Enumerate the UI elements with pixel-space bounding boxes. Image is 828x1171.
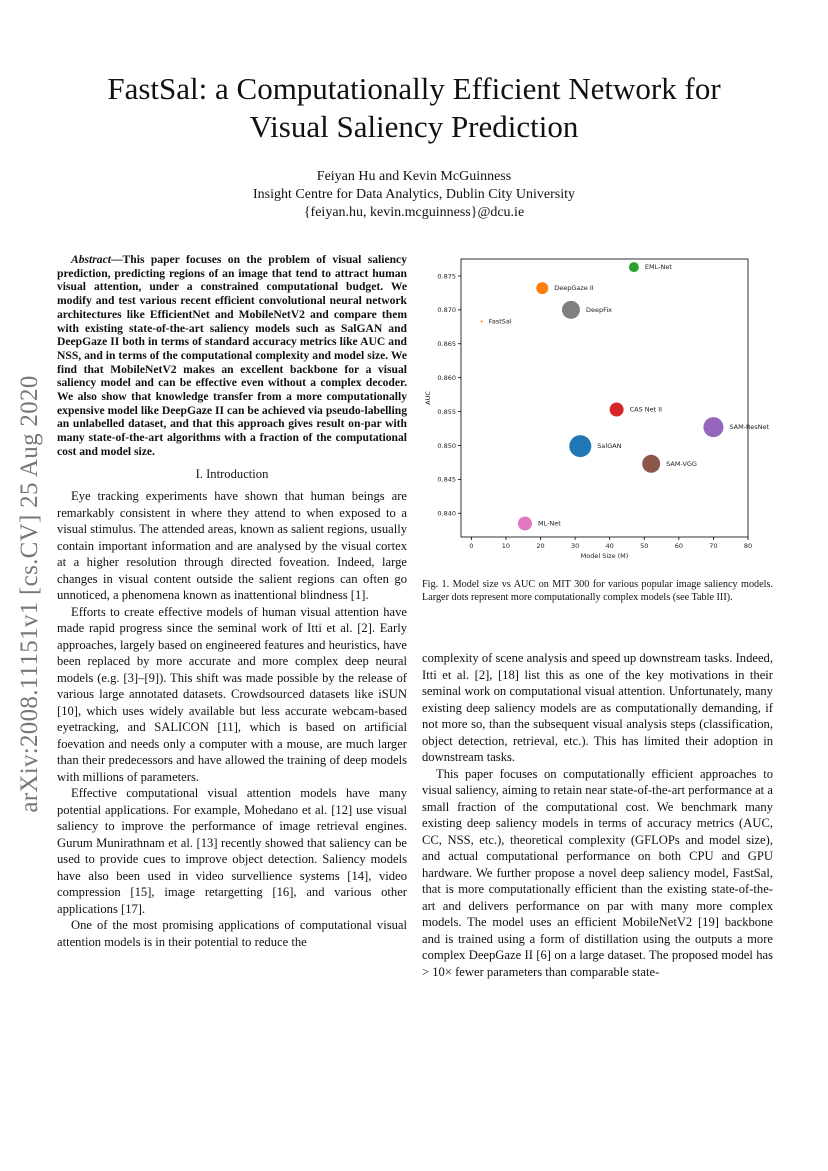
affiliation: Insight Centre for Data Analytics, Dublin City University: [253, 187, 575, 202]
abstract-lead: Abstract: [71, 253, 111, 266]
paragraph: Effective computational visual attention models have many potential applications. For example, Mohedano et al. [12] use visual saliency to improve the performance of image retrieval engines. Gurum Munirathnam et al. [13] recently showed that saliency can be used to provide cues to improve object detection. Saliency models have also been used in video survellience systems [14], video compression [15], image retargetting [16], and various other applications [17].: [57, 786, 407, 916]
data-point: [569, 435, 591, 457]
point-label: DeepFix: [585, 305, 613, 314]
title-line-1: FastSal: a Computationally Efficient Network for: [107, 71, 721, 106]
point-label: EML-Net: [644, 263, 672, 272]
right-column: [422, 650, 773, 980]
y-tick-label: 0.855: [437, 407, 456, 416]
paper-title: [40, 70, 788, 146]
y-tick-label: 0.845: [437, 475, 456, 484]
title-line-2: Visual Saliency Prediction: [249, 109, 579, 144]
author-names: Feiyan Hu and Kevin McGuinness: [316, 169, 512, 184]
paragraph: One of the most promising applications of computational visual attention models is in their potential to reduce the: [57, 918, 407, 949]
point-label: SAM-VGG: [666, 459, 697, 468]
x-tick-label: 80: [743, 542, 753, 550]
paragraph: This paper focuses on computationally efficient approaches to visual saliency, aiming to retain near state-of-the-art performance at a small fraction of the computational cost. We benchmark many existing deep saliency models in terms of accuracy metrics (AUC, CC, NSS, etc.), theoretical complexity (GFLOPs and model size), and actual computational performance on both CPU and GPU hardware. We further propose a novel deep saliency model, FastSal, that is more computationally efficient than the existing state-of-the-art and delivers performance on par with many more complex models. The model uses an efficient MobileNetV2 [19] backbone and is trained using a form of distillation using the outputs a more complex DeepGaze II [6] on a large dataset. The proposed model has > 10× fewer parameters than comparable state-: [422, 766, 773, 979]
left-column: [57, 253, 407, 950]
x-axis-label: Model Size (M): [580, 552, 629, 560]
data-point: [481, 320, 483, 322]
paragraph: Eye tracking experiments have shown that human beings are remarkably consistent in where they attend to when exposed to a visual stimulus. The attended areas, known as salient regions, usually contain important information and are analysed by the visual cortex at a higher resolution through directed foveation. Indeed, large changes in visual content outside the salient regions can often go unnoticed, a phenomena known as inattentional blindness [1].: [57, 489, 407, 603]
point-label: FastSal: [488, 317, 512, 326]
point-label: ML-Net: [537, 519, 561, 528]
x-tick-label: 70: [709, 542, 718, 550]
y-tick-label: 0.870: [437, 306, 456, 315]
y-tick-label: 0.840: [437, 509, 456, 518]
x-tick-label: 30: [570, 542, 580, 550]
y-tick-label: 0.875: [437, 272, 456, 281]
data-point: [536, 282, 548, 294]
paragraph: complexity of scene analysis and speed up downstream tasks. Indeed, Itti et al. [2], [18] list this as one of the key motivations in their seminal work on computational visual attention. Unfortunately, many existing deep saliency models are as computationally demanding, if not more so, than the subsequent visual analysis steps (classification, object detection, retrieval, etc.). This has limited their adoption in downstream tasks.: [422, 651, 773, 764]
data-point: [610, 403, 624, 417]
data-point: [703, 417, 723, 437]
x-tick-label: 20: [536, 542, 545, 550]
data-point: [642, 455, 660, 473]
email: {feiyan.hu, kevin.mcguinness}@dcu.ie: [303, 205, 525, 220]
figure-1: [418, 254, 778, 574]
point-label: SAM-ResNet: [729, 423, 770, 432]
x-tick-label: 0: [469, 542, 474, 550]
scatter-chart: [418, 254, 778, 574]
data-point: [518, 516, 532, 530]
figure-caption: Fig. 1. Model size vs AUC on MIT 300 for various popular image saliency models. Larger dots represent more computationally complex models (see Table III).: [422, 579, 773, 603]
arxiv-identifier: arXiv:2008.11151v1 [cs.CV] 25 Aug 2020: [16, 375, 43, 813]
paragraph: Efforts to create effective models of human visual attention have made rapid progress since the seminal work of Itti et al. [2]. Early approaches, largely based on engineered features and heuristics, have been replaced by more accurate and more complex deep neural models (e.g. [3]–[9]). This shift was made possible by the release of various large annotated datasets. Crowdsourced datasets like iSUN [10], which uses widely available but less accurate webcam-based eyetracking, and SALICON [11], which is based on artificial foevation and needs only a computer with a mouse, are much larger than their predecessors and have allowed the training of deep models with millions of parameters.: [57, 604, 407, 784]
point-label: DeepGaze II: [554, 284, 594, 293]
data-point: [629, 262, 639, 272]
y-axis-label: AUC: [424, 391, 432, 405]
x-tick-label: 50: [640, 542, 649, 550]
point-label: SalGAN: [597, 442, 622, 451]
y-tick-label: 0.865: [437, 340, 456, 349]
data-point: [562, 301, 580, 319]
section-heading: I. Introduction: [195, 466, 269, 481]
y-tick-label: 0.860: [437, 373, 456, 382]
y-tick-label: 0.850: [437, 441, 456, 450]
abstract: [57, 253, 407, 459]
x-tick-label: 40: [605, 542, 614, 550]
point-label: CAS Net II: [629, 405, 663, 414]
x-tick-label: 60: [674, 542, 683, 550]
plot-frame: [461, 259, 748, 537]
x-tick-label: 10: [501, 542, 511, 550]
author-block: [40, 168, 788, 222]
abstract-body: —This paper focuses on the problem of visual saliency prediction, predicting regions of an image that tend to attract human visual attention, under a constrained computational budget. We modify and test various recent efficient convolutional neural network architectures like EfficientNet and MobileNetV2 and compare them with existing state-of-the-art saliency models such as SalGAN and DeepGaze II both in terms of standard accuracy metrics like AUC and NSS, and in terms of the computational complexity and model size. We find that MobileNetV2 makes an excellent backbone for a visual saliency model and can be effective even without a complex decoder. We also show that knowledge transfer from a more computationally expensive model like DeepGaze II can be achieved via pseudo-labelling an unlabelled dataset, and that this approach gives result on-par with many state-of-the-art algorithms with a fraction of the computational cost and model size.: [57, 253, 407, 458]
